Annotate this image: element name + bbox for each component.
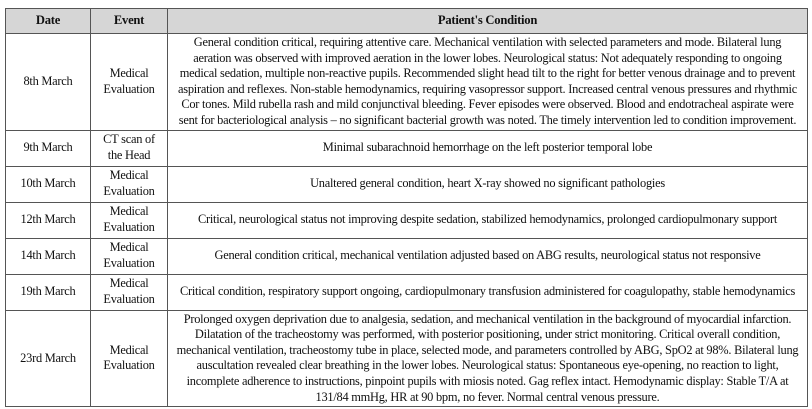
date-cell: 8th March [6,34,91,131]
event-cell: Medical Evaluation [91,274,168,310]
table-row [6,238,808,274]
header-event: Event [91,9,168,34]
date-cell: 10th March [6,166,91,202]
event-cell: Medical Evaluation [91,310,168,407]
condition-cell: General condition critical, mechanical ventilation adjusted based on ABG results, neurological status not responsive [168,238,808,274]
condition-cell: Prolonged oxygen deprivation due to analgesia, sedation, and mechanical ventilation in the background of myocardial infarction. Dilatation of the tracheostomy was performed, with posterior positioning, under strict monitoring. Critical overall condition, mechanical ventilation, tracheostomy tube in place, selected mode, and parameters controlled by ABG, SpO2 at 98%. Bilateral lung auscultation revealed clear breathing in the lower lobes. Neurological status: Spontaneous eye-opening, no reaction to light, incomplete adherence to instructions, pinpoint pupils with miosis noted. Gag reflex intact. Hemodynamic display: Stable T/A at 131/84 mmHg, HR at 90 bpm, no fever. Normal central venous pressure. [168,310,808,407]
condition-cell: General condition critical, requiring attentive care. Mechanical ventilation with selected parameters and mode. Bilateral lung aeration was observed with improved aeration in the lower lobes. Neurological status: Not adequately responding to ongoing medical sedation, multiple non-reactive pupils. Recommended slight head tilt to the right for better venous drainage and to prevent aspiration and reflexes. Non-stable hemodynamics, requiring vasopressor support. Increased central venous pressures and rhythmic Cor tones. Mild rubella rash and mild conjunctival bleeding. Fever episodes were observed. Blood and endotracheal aspirate were sent for bacteriological analysis – no significant bacterial growth was noted. The timely intervention led to condition improvement. [168,34,808,131]
date-cell: 23rd March [6,310,91,407]
table-row [6,166,808,202]
date-cell: 9th March [6,130,91,166]
date-cell: 14th March [6,238,91,274]
condition-cell: Minimal subarachnoid hemorrhage on the left posterior temporal lobe [168,130,808,166]
header-condition: Patient's Condition [168,9,808,34]
event-cell: CT scan of the Head [91,130,168,166]
date-cell: 12th March [6,202,91,238]
header-row [6,9,808,34]
event-cell: Medical Evaluation [91,202,168,238]
date-cell: 19th March [6,274,91,310]
event-cell: Medical Evaluation [91,166,168,202]
condition-cell: Critical, neurological status not improving despite sedation, stabilized hemodynamics, prolonged cardiopulmonary support [168,202,808,238]
header-date: Date [6,9,91,34]
event-cell: Medical Evaluation [91,34,168,131]
table-row [6,130,808,166]
event-cell: Medical Evaluation [91,238,168,274]
table-row [6,34,808,131]
condition-cell: Critical condition, respiratory support ongoing, cardiopulmonary transfusion administered for coagulopathy, stable hemodynamics [168,274,808,310]
table-row [6,274,808,310]
table-row [6,310,808,407]
table-row [6,202,808,238]
patient-timeline-table [5,8,808,407]
condition-cell: Unaltered general condition, heart X-ray showed no significant pathologies [168,166,808,202]
